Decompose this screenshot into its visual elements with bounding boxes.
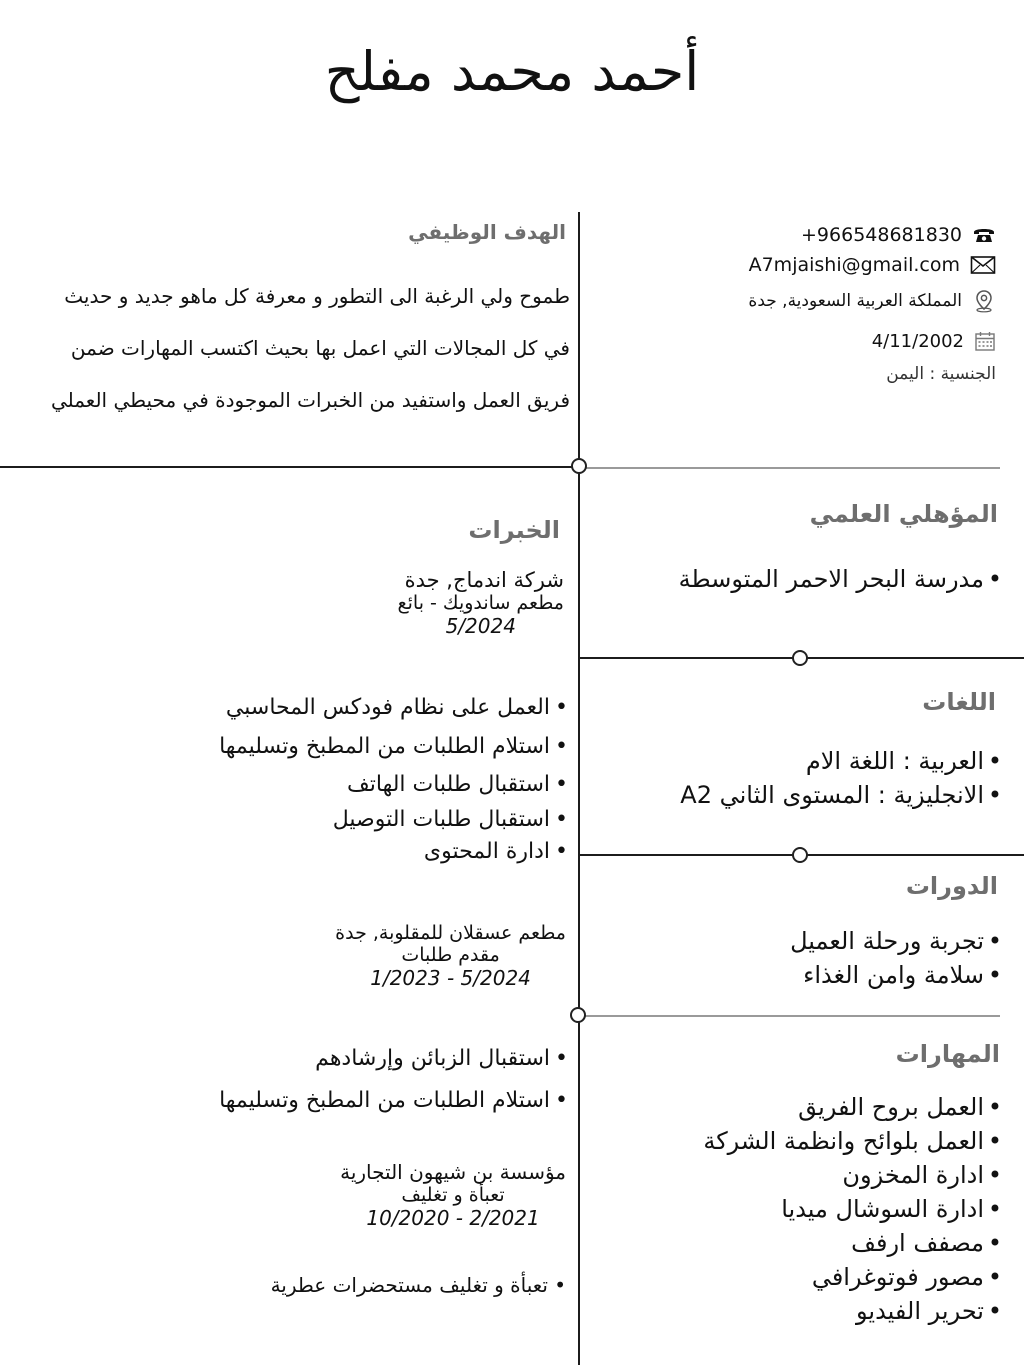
courses-list xyxy=(790,924,1002,992)
email-address: A7mjaishi@gmail.com xyxy=(748,254,960,276)
education-heading: المؤهلي العلمي xyxy=(809,500,998,528)
job-tasks xyxy=(219,688,568,867)
birthdate-row xyxy=(696,322,996,360)
job-role: مقدم طلبات xyxy=(401,944,500,966)
list-item: • الانجليزية : المستوى الثاني A2 xyxy=(680,778,1002,812)
contact-info xyxy=(696,220,996,384)
job-entry xyxy=(340,1160,566,1230)
list-item: • ادارة المخزون xyxy=(703,1158,1002,1192)
education-list xyxy=(679,562,1002,596)
list-item: • مصفف ارفف xyxy=(703,1226,1002,1260)
job-tasks xyxy=(271,1266,566,1305)
timeline-node xyxy=(792,650,808,666)
job-role: تعبأة و تغليف xyxy=(401,1184,505,1206)
phone-icon xyxy=(972,225,996,245)
list-item: • تعبأة و تغليف مستحضرات عطرية xyxy=(271,1266,566,1305)
timeline-vertical-line xyxy=(578,212,580,1365)
list-item: • استقبال الزبائن وإرشادهم xyxy=(219,1038,568,1080)
list-item: • استلام الطلبات من المطبخ وتسليمها xyxy=(219,1080,568,1122)
job-entry xyxy=(398,568,564,638)
list-item: • مدرسة البحر الاحمر المتوسطة xyxy=(679,562,1002,596)
courses-heading: الدورات xyxy=(905,872,998,900)
objective-text xyxy=(51,270,570,426)
experience-heading: الخبرات xyxy=(468,516,560,544)
job-entry xyxy=(335,922,566,990)
list-item: • تجربة ورحلة العميل xyxy=(790,924,1002,958)
list-item: • تحرير الفيديو xyxy=(703,1294,1002,1328)
list-item: • استلام الطلبات من المطبخ وتسليمها xyxy=(219,727,568,766)
list-item: • استقبال طلبات الهاتف xyxy=(219,766,568,803)
list-item: • سلامة وامن الغذاء xyxy=(790,958,1002,992)
mail-icon xyxy=(970,255,996,275)
list-item: • العربية : اللغة الام xyxy=(680,744,1002,778)
list-item: • العمل بلوائح وانظمة الشركة xyxy=(703,1124,1002,1158)
phone-number: +966548681830 xyxy=(801,224,962,246)
divider-line xyxy=(0,466,580,468)
list-item: • العمل على نظام فودكس المحاسبي xyxy=(219,688,568,727)
objective-line: في كل المجالات التي اعمل بها بحيث اكتسب المهارات ضمن xyxy=(70,336,570,360)
location-text: المملكة العربية السعودية, جدة xyxy=(748,291,962,311)
list-item: • ادارة السوشال ميديا xyxy=(703,1192,1002,1226)
list-item: • استقبال طلبات التوصيل xyxy=(219,803,568,837)
job-date: 5/2024 xyxy=(445,614,516,638)
location-pin-icon xyxy=(972,289,996,313)
objective-line: طموح ولي الرغبة الى التطور و معرفة كل ماهو جديد و حديث xyxy=(64,284,570,308)
job-tasks xyxy=(219,1038,568,1122)
skills-heading: المهارات xyxy=(895,1040,1000,1068)
job-company: شركة اندماج, جدة xyxy=(404,568,564,592)
objective-line: فريق العمل واستفيد من الخبرات الموجودة في محيطي العملي xyxy=(50,388,570,412)
location-row xyxy=(696,280,996,322)
timeline-node xyxy=(792,847,808,863)
job-role: مطعم ساندويك - بائع xyxy=(397,592,564,614)
job-date: 10/2020 - 2/2021 xyxy=(366,1206,540,1230)
list-item: • ادارة المحتوى xyxy=(219,837,568,867)
divider-line xyxy=(580,1015,1000,1017)
job-company: مطعم عسقلان للمقلوبة, جدة xyxy=(335,922,566,944)
nationality-text: الجنسية : اليمن xyxy=(886,364,996,384)
divider-line xyxy=(580,467,1000,469)
languages-list xyxy=(680,744,1002,812)
objective-heading: الهدف الوظيفي xyxy=(408,220,566,244)
timeline-node xyxy=(571,458,587,474)
job-company: مؤسسة بن شيهون التجارية xyxy=(340,1160,566,1184)
languages-heading: اللغات xyxy=(922,688,996,716)
job-date: 1/2023 - 5/2024 xyxy=(370,966,531,990)
list-item: • مصور فوتوغرافي xyxy=(703,1260,1002,1294)
phone-row xyxy=(696,220,996,250)
calendar-icon xyxy=(974,330,996,352)
email-row xyxy=(696,250,996,280)
list-item: • العمل بروح الفريق xyxy=(703,1090,1002,1124)
birthdate-text: 4/11/2002 xyxy=(871,330,964,352)
timeline-node xyxy=(570,1007,586,1023)
resume-name: أحمد محمد مفلح xyxy=(324,40,700,103)
skills-list xyxy=(703,1090,1002,1328)
